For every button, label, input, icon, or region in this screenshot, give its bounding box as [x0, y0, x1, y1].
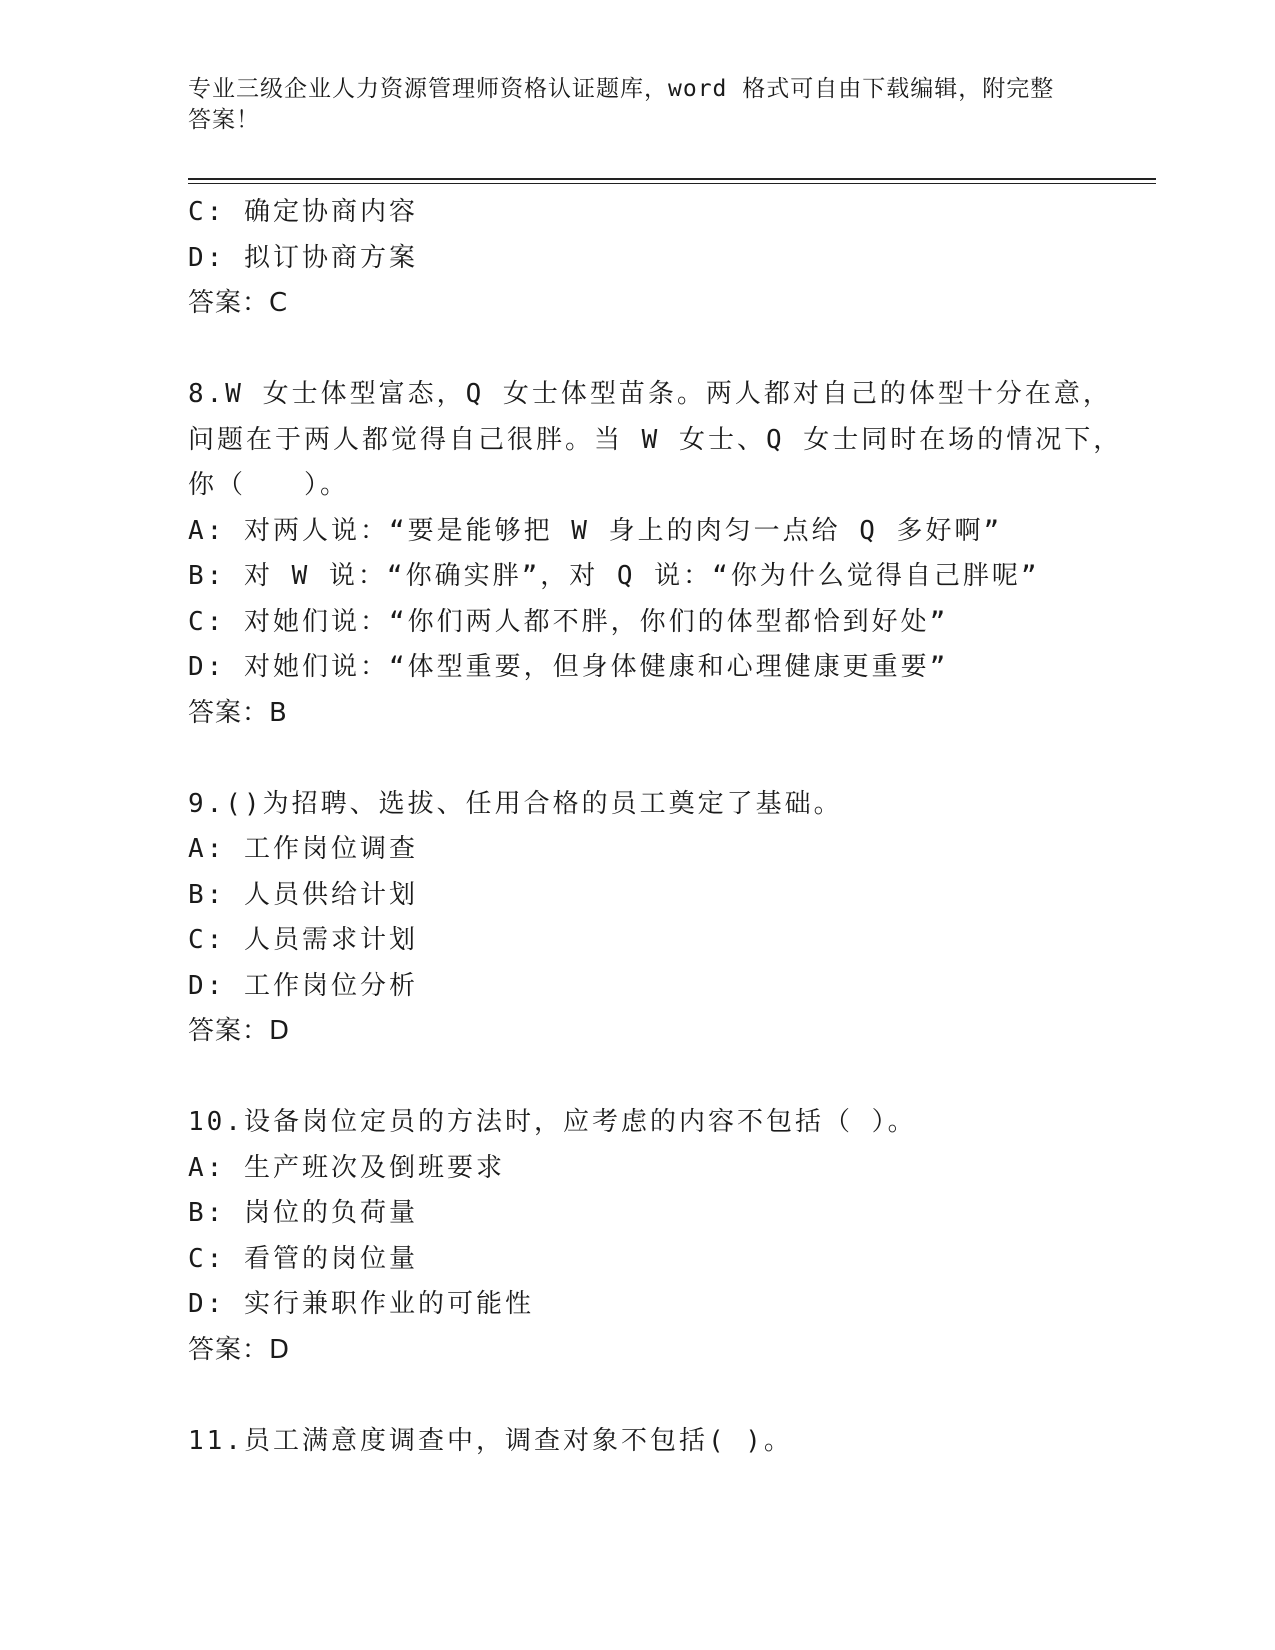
- answer-line: 答案：D: [188, 1016, 291, 1046]
- option-a: A: 对两人说：“要是能够把 W 身上的肉匀一点给 Q 多好啊”: [188, 515, 1003, 546]
- spacer: [188, 1373, 1148, 1419]
- option-d: D: 实行兼职作业的可能性: [188, 1289, 534, 1319]
- header-line-2: 答案！: [188, 107, 260, 133]
- option-b: B: 岗位的负荷量: [188, 1198, 418, 1228]
- option-a: A: 生产班次及倒班要求: [188, 1152, 505, 1183]
- option-c: C: 确定协商内容: [188, 197, 418, 227]
- question-10: [188, 1100, 1148, 1373]
- option-b: B: 人员供给计划: [188, 879, 418, 910]
- question-text: 10.设备岗位定员的方法时，应考虑的内容不包括（ ）。: [188, 1107, 917, 1137]
- spacer: [188, 736, 1148, 782]
- spacer: [188, 1055, 1148, 1101]
- option-d: D: 工作岗位分析: [188, 970, 418, 1001]
- question-text: 你（ ）。: [188, 470, 350, 500]
- option-c: C: 人员需求计划: [188, 925, 418, 955]
- answer-line: 答案：C: [188, 288, 289, 318]
- question-9: [188, 782, 1148, 1055]
- spacer: [188, 327, 1148, 373]
- question-list: [188, 190, 1148, 1464]
- option-a: A: 工作岗位调查: [188, 834, 418, 864]
- question-text: 11.员工满意度调查中，调查对象不包括( )。: [188, 1425, 793, 1456]
- header-line-1: 专业三级企业人力资源管理师资格认证题库，word 格式可自由下载编辑，附完整: [188, 76, 1055, 102]
- answer-line: 答案：B: [188, 697, 288, 728]
- question-text: 9.()为招聘、选拔、任用合格的员工奠定了基础。: [188, 788, 843, 819]
- question-text: 问题在于两人都觉得自己很胖。当 W 女士、Q 女士同时在场的情况下，: [188, 424, 1123, 455]
- page-header: [188, 74, 1088, 136]
- question-8: [188, 372, 1148, 736]
- option-b: B: 对 W 说：“你确实胖”，对 Q 说：“你为什么觉得自己胖呢”: [188, 561, 1040, 591]
- question-text: 8.W 女士体型富态，Q 女士体型苗条。两人都对自己的体型十分在意，: [188, 379, 1112, 409]
- question-11: [188, 1419, 1148, 1465]
- header-double-rule: [188, 178, 1156, 180]
- answer-line: 答案：D: [188, 1334, 291, 1365]
- option-c: C: 对她们说：“你们两人都不胖，你们的体型都恰到好处”: [188, 606, 949, 637]
- option-d: D: 对她们说：“体型重要，但身体健康和心理健康更重要”: [188, 652, 949, 682]
- option-d: D: 拟订协商方案: [188, 242, 418, 273]
- option-c: C: 看管的岗位量: [188, 1243, 418, 1274]
